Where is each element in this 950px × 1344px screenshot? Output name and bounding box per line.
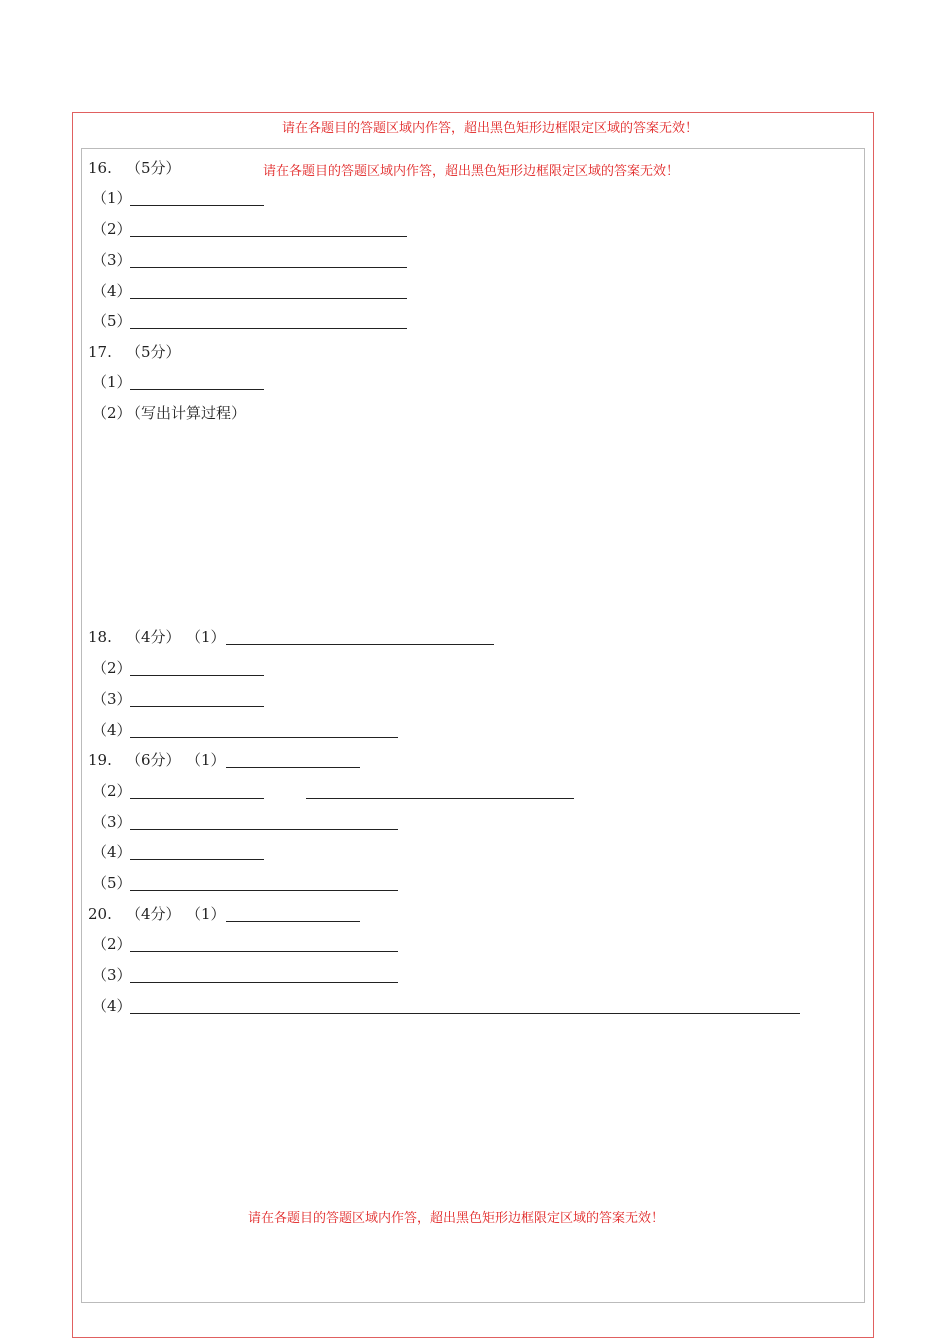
answer-blank[interactable] (130, 859, 264, 860)
sub-label: （4） (92, 997, 132, 1015)
answer-blank[interactable] (130, 675, 264, 676)
sub-label: （4） (92, 282, 132, 300)
answer-blank[interactable] (130, 1013, 800, 1014)
sub-label: （2） (92, 659, 132, 677)
question-number: 20. (88, 905, 112, 923)
notice-top: 请在各题目的答题区域内作答，超出黑色矩形边框限定区域的答案无效！ (282, 121, 699, 136)
question-score: （4分） (126, 905, 181, 923)
answer-blank[interactable] (130, 328, 407, 329)
sub-label: （2） (92, 935, 132, 953)
sub-label: （2） (92, 220, 132, 238)
sub-label: （5） (92, 312, 132, 330)
instruction-text: （写出计算过程） (126, 404, 247, 422)
answer-blank[interactable] (130, 298, 407, 299)
notice-bottom: 请在各题目的答题区域内作答，超出黑色矩形边框限定区域的答案无效！ (248, 1211, 665, 1226)
answer-blank[interactable] (130, 737, 398, 738)
question-number: 19. (88, 751, 112, 769)
question-score: （6分） (126, 751, 181, 769)
sub-label: （1） (186, 905, 226, 923)
answer-blank[interactable] (130, 267, 407, 268)
answer-blank[interactable] (130, 798, 264, 799)
answer-blank[interactable] (130, 951, 398, 952)
sub-label: （1） (186, 628, 226, 646)
question-score: （5分） (126, 343, 181, 361)
sub-label: （2） (92, 404, 132, 422)
answer-blank[interactable] (130, 205, 264, 206)
sub-label: （3） (92, 813, 132, 831)
question-score: （5分） (126, 159, 181, 177)
answer-blank[interactable] (226, 767, 360, 768)
question-number: 16. (88, 159, 112, 177)
answer-blank[interactable] (130, 982, 398, 983)
answer-blank[interactable] (226, 644, 494, 645)
answer-blank[interactable] (130, 890, 398, 891)
answer-blank[interactable] (130, 236, 407, 237)
sub-label: （4） (92, 721, 132, 739)
question-score: （4分） (126, 628, 181, 646)
answer-blank[interactable] (226, 921, 360, 922)
sub-label: （3） (92, 966, 132, 984)
sub-label: （5） (92, 874, 132, 892)
question-number: 18. (88, 628, 112, 646)
sub-label: （3） (92, 251, 132, 269)
sub-label: （1） (186, 751, 226, 769)
sub-label: （1） (92, 373, 132, 391)
notice-inner: 请在各题目的答题区域内作答，超出黑色矩形边框限定区域的答案无效！ (263, 164, 680, 179)
sub-label: （3） (92, 690, 132, 708)
answer-blank[interactable] (130, 389, 264, 390)
question-number: 17. (88, 343, 112, 361)
sub-label: （4） (92, 843, 132, 861)
inner-answer-frame (81, 148, 865, 1303)
answer-blank[interactable] (130, 706, 264, 707)
answer-blank[interactable] (306, 798, 574, 799)
answer-blank[interactable] (130, 829, 398, 830)
sub-label: （1） (92, 189, 132, 207)
sub-label: （2） (92, 782, 132, 800)
